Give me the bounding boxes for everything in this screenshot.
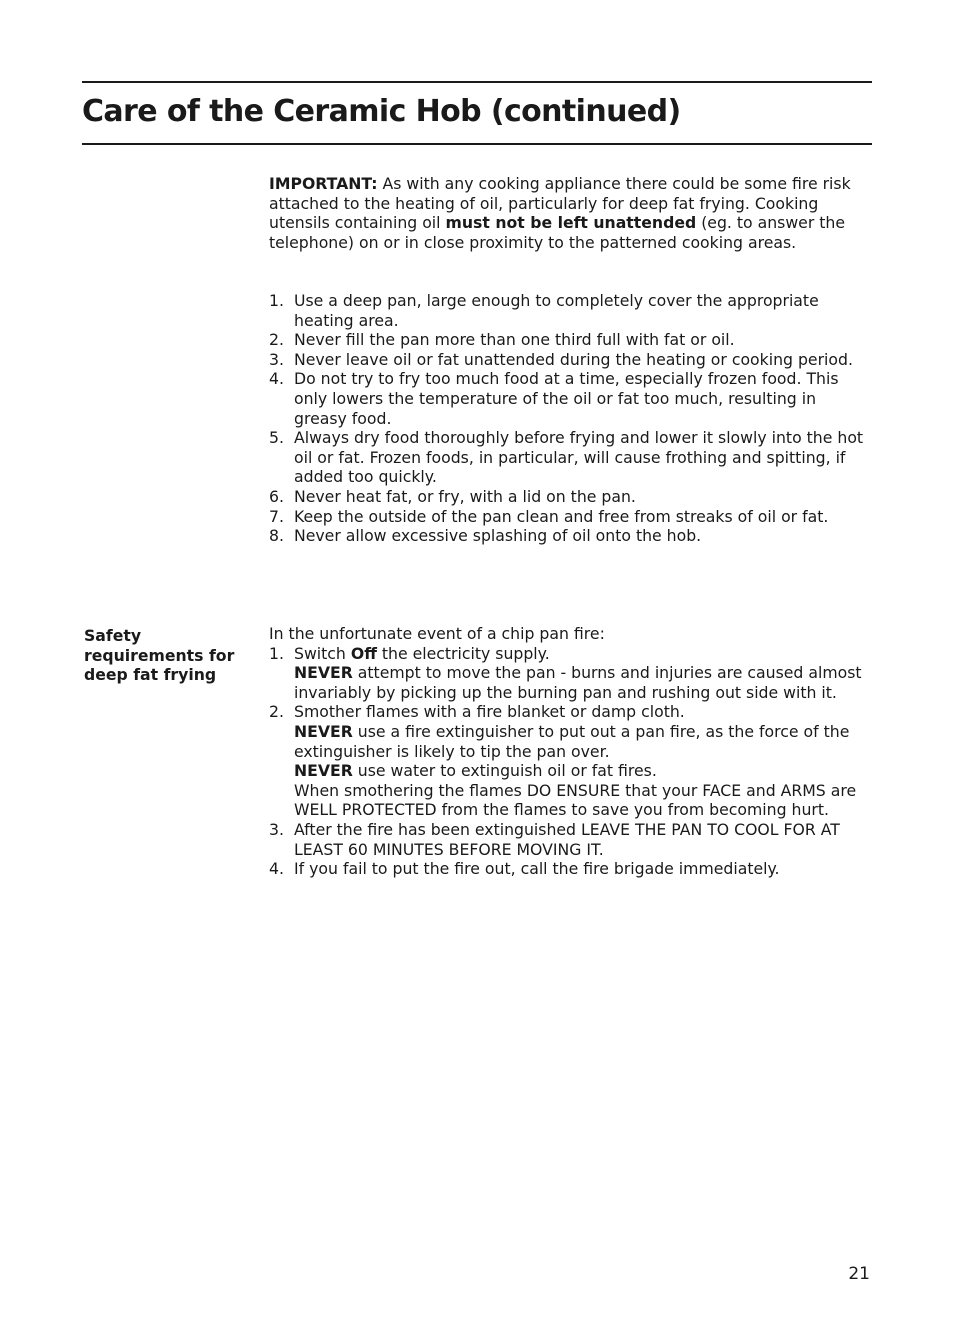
important-notice [269,174,872,252]
list-item: 5. Always dry food thoroughly before frying and lower it slowly into the hot oil or fat. Frozen foods, in particular, will cause frothing and spitting, if added too quickly. [269,428,864,487]
list-item: 2. Never fill the pan more than one third full with fat or oil. [269,330,735,350]
safety-steps-list [269,644,872,879]
list-item: 2. Smother flames with a fire blanket or damp cloth. NEVER use a fire extinguisher to put out a pan fire, as the force of the extinguisher is likely to tip the pan over. NEVER use water to extinguish oil or fat fires. When smothering the flames DO ENSURE that your FACE and ARMS are WELL PROTECTED from the flames to save you from becoming hurt. [269,702,857,820]
ensure-text: When smothering the flames DO ENSURE that your FACE and ARMS are WELL PROTECTED from the flames to save you from becoming hurt. [294,780,857,820]
safety-intro: In the unfortunate event of a chip pan fire: [269,624,605,643]
important-text-2: (eg. to answer the telephone) on or in close proximity to the patterned cooking areas. [269,213,846,252]
list-item: 4. If you fail to put the fire out, call the fire brigade immediately. [269,859,780,879]
list-item: 4. Do not try to fry too much food at a time, especially frozen food. This only lowers the temperature of the oil or fat too much, resulting in greasy food. [269,369,839,428]
header-bottom-rule [82,143,872,145]
important-text-1: As with any cooking appliance there could be some fire risk attached to the heating of oil, particularly for deep fat frying. Cooking utensils containing oil [269,174,851,233]
off-emphasis: Off [350,643,377,663]
safety-heading: Safety requirements for deep fat frying [84,626,235,685]
never-label: NEVER [294,663,353,683]
list-item: 6. Never heat fat, or fry, with a lid on the pan. [269,486,636,506]
page-title: Care of the Ceramic Hob (continued) [82,94,681,129]
list-item: 1. Switch Off the electricity supply. NEVER attempt to move the pan - burns and injuries are caused almost invariably by picking up the burning pan and rushing out side with it. [269,643,862,702]
frying-tips [269,291,872,546]
frying-tips-list [269,291,872,546]
header-top-rule [82,81,872,83]
important-paragraph [269,174,872,252]
safety-procedure [269,624,872,879]
list-item: 3. After the fire has been extinguished LEAVE THE PAN TO COOL FOR AT LEAST 60 MINUTES BEFORE MOVING IT. [269,819,840,859]
never-label: NEVER [294,721,353,741]
important-emphasis: must not be left unattended [445,213,697,233]
never-label: NEVER [294,761,353,781]
important-label: IMPORTANT: [269,174,378,193]
page-number: 21 [848,1264,870,1284]
list-item: 7. Keep the outside of the pan clean and free from streaks of oil or fat. [269,506,829,526]
list-item: 3. Never leave oil or fat unattended during the heating or cooking period. [269,349,853,369]
list-item: 8. Never allow excessive splashing of oil onto the hob. [269,526,702,546]
list-item: 1. Use a deep pan, large enough to completely cover the appropriate heating area. [269,291,819,330]
